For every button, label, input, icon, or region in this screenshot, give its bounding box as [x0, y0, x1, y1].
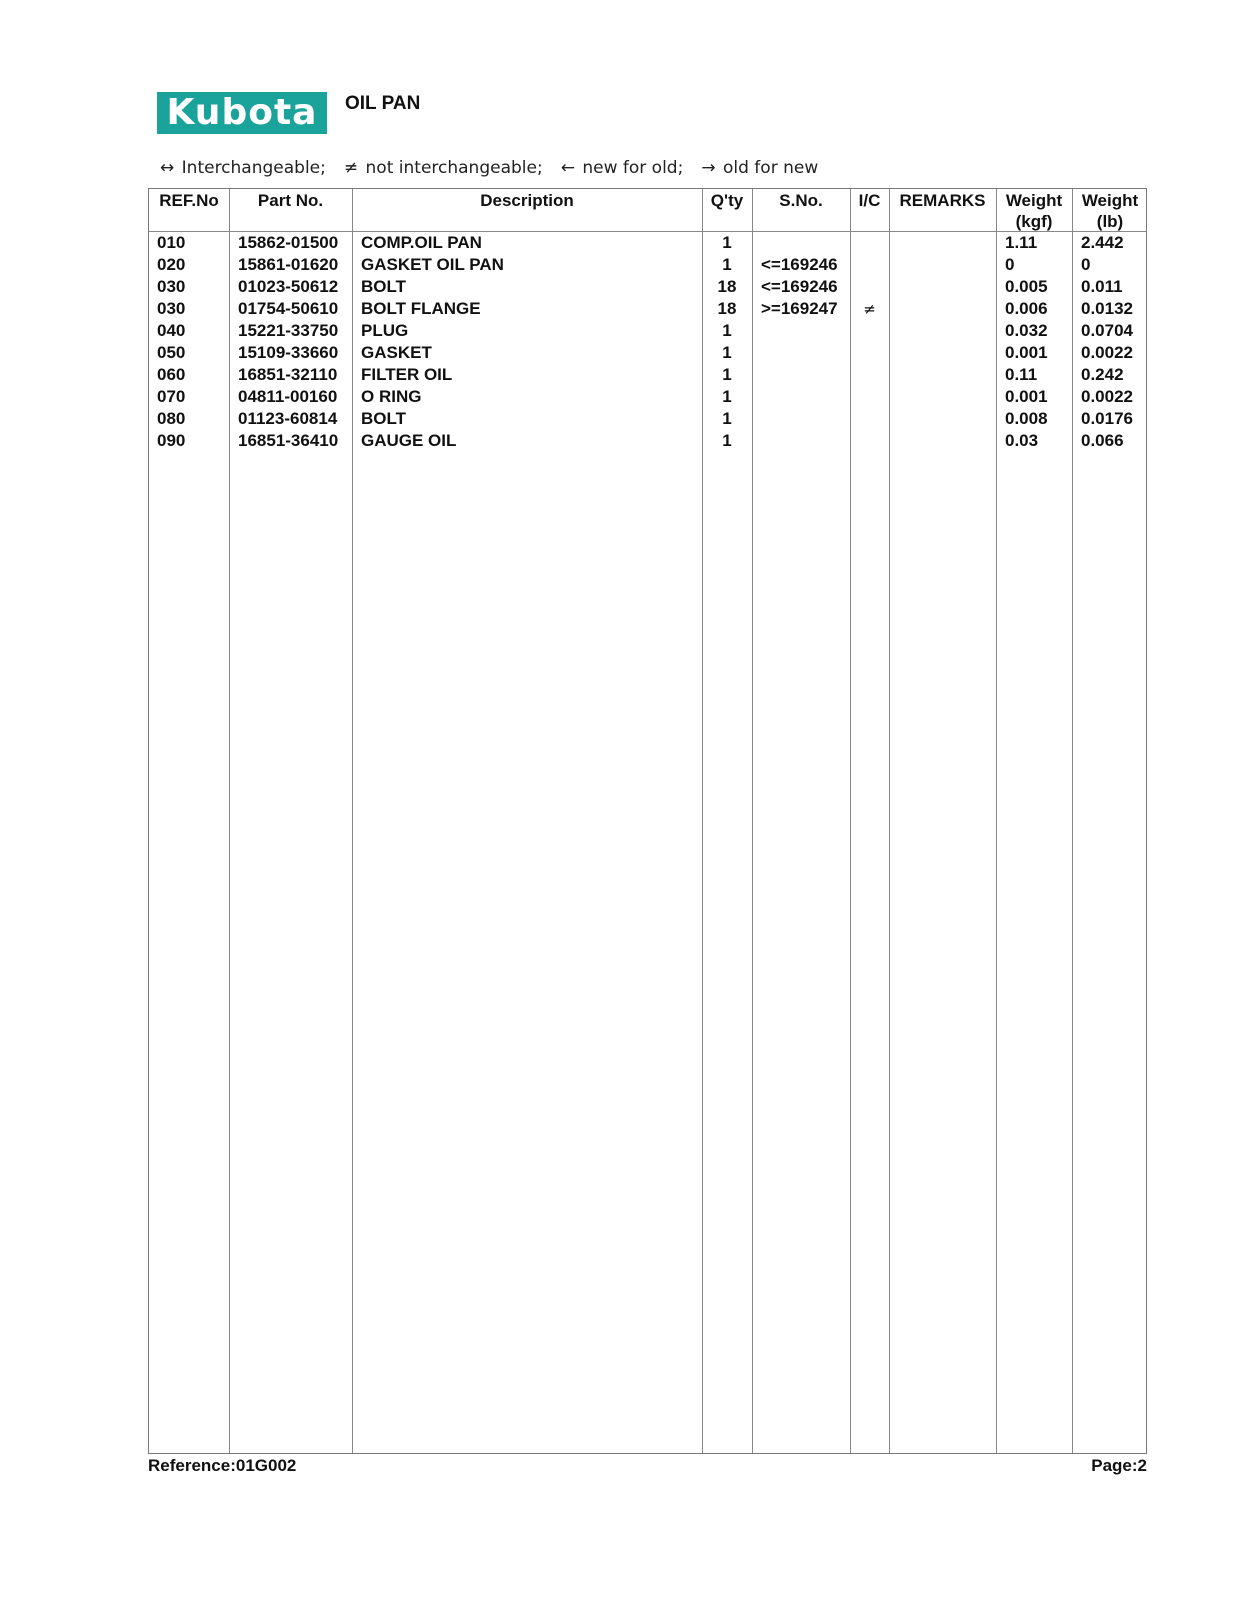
cell-weight-kgf: 0.001 — [1005, 387, 1048, 406]
cell-weight-lb: 0.0176 — [1081, 409, 1133, 428]
cell-part-no: 15862-01500 — [238, 233, 339, 252]
legend-item-new-for-old — [561, 158, 684, 178]
table-body — [149, 232, 1146, 452]
cell-weight-lb: 2.442 — [1081, 233, 1124, 252]
cell-part-no: 15109-33660 — [238, 343, 339, 362]
cell-weight-lb: 0.0704 — [1081, 321, 1133, 340]
header-weight-kgf-line2: (kgf) — [1015, 212, 1053, 231]
header-remarks: REMARKS — [899, 191, 986, 210]
table-row — [149, 276, 1146, 298]
header-weight-lb-line2: (lb) — [1096, 212, 1124, 231]
legend-label: new for old; — [582, 158, 684, 178]
legend-item-not-interchangeable — [344, 158, 543, 178]
header-ic: I/C — [858, 191, 881, 210]
cell-qty: 1 — [722, 233, 732, 252]
cell-part-no: 01123-60814 — [238, 409, 338, 428]
cell-ref: 070 — [157, 387, 186, 406]
cell-part-no: 15861-01620 — [238, 255, 339, 274]
cell-weight-lb: 0.0132 — [1081, 299, 1133, 318]
cell-ic — [850, 430, 889, 452]
cell-ref: 030 — [157, 299, 186, 318]
cell-ic — [850, 320, 889, 342]
header-serial-no: S.No. — [779, 191, 823, 210]
cell-ic — [850, 254, 889, 276]
cell-weight-kgf: 0.11 — [1005, 365, 1038, 384]
header-description: Description — [480, 191, 574, 210]
cell-part-no: 16851-32110 — [238, 365, 338, 384]
cell-part-no: 15221-33750 — [238, 321, 339, 340]
cell-weight-kgf: 1.11 — [1005, 233, 1038, 252]
cell-ref: 010 — [157, 233, 186, 252]
cell-serial-no: >=169247 — [761, 299, 838, 318]
cell-weight-kgf: 0.006 — [1005, 299, 1048, 318]
header-qty: Q'ty — [710, 191, 744, 210]
cell-part-no: 04811-00160 — [238, 387, 338, 406]
header-weight-kgf-line1: Weight — [1005, 191, 1063, 210]
header-ref: REF.No — [159, 191, 219, 210]
cell-qty: 1 — [722, 255, 732, 274]
cell-serial-no: <=169246 — [761, 277, 838, 296]
cell-part-no: 01023-50612 — [238, 277, 339, 296]
page-title: OIL PAN — [345, 93, 421, 114]
cell-weight-lb: 0.0022 — [1081, 343, 1133, 362]
cell-qty: 1 — [722, 321, 732, 340]
table-row — [149, 232, 1146, 254]
cell-ic — [850, 364, 889, 386]
double-arrow-icon: ↔ — [160, 158, 175, 178]
cell-description: GAUGE OIL — [361, 431, 457, 450]
cell-ref: 040 — [157, 321, 186, 340]
table-row — [149, 408, 1146, 430]
right-arrow-icon: → — [701, 158, 716, 178]
cell-qty: 18 — [717, 277, 737, 296]
left-arrow-icon: ← — [560, 158, 575, 178]
legend-label: old for new — [722, 158, 819, 178]
cell-weight-kgf: 0.005 — [1005, 277, 1048, 296]
cell-part-no: 16851-36410 — [238, 431, 339, 450]
table-row — [149, 364, 1146, 386]
legend-label: Interchangeable; — [181, 158, 326, 178]
legend-item-old-for-new — [701, 158, 818, 178]
cell-description: COMP.OIL PAN — [361, 233, 482, 252]
header-weight-kgf — [996, 189, 1072, 231]
table-row — [149, 430, 1146, 452]
cell-weight-kgf: 0.032 — [1005, 321, 1048, 340]
cell-description: GASKET OIL PAN — [361, 255, 504, 274]
cell-weight-lb: 0.066 — [1081, 431, 1124, 450]
cell-ref: 080 — [157, 409, 186, 428]
cell-ic — [850, 232, 889, 254]
kubota-logo: Kubota — [157, 92, 327, 134]
cell-description: GASKET — [361, 343, 432, 362]
legend-label: not interchangeable; — [365, 158, 543, 178]
cell-qty: 1 — [722, 365, 732, 384]
cell-weight-lb: 0.242 — [1081, 365, 1124, 384]
cell-qty: 1 — [722, 409, 732, 428]
cell-ref: 050 — [157, 343, 186, 362]
table-row — [149, 320, 1146, 342]
cell-description: BOLT — [361, 277, 407, 296]
table-row — [149, 254, 1146, 276]
cell-description: FILTER OIL — [361, 365, 453, 384]
header-weight-lb-line1: Weight — [1081, 191, 1139, 210]
table-row — [149, 342, 1146, 364]
not-equal-icon: ≠ — [863, 300, 876, 318]
cell-qty: 1 — [722, 431, 732, 450]
page-number: Page:2 — [1091, 1456, 1147, 1475]
cell-qty: 1 — [722, 387, 732, 406]
cell-serial-no: <=169246 — [761, 255, 838, 274]
cell-ref: 030 — [157, 277, 186, 296]
table-row — [149, 298, 1146, 320]
cell-ic — [850, 408, 889, 430]
cell-description: BOLT — [361, 409, 407, 428]
cell-qty: 1 — [722, 343, 732, 362]
parts-table — [148, 188, 1147, 1454]
cell-weight-lb: 0.0022 — [1081, 387, 1133, 406]
cell-ref: 060 — [157, 365, 186, 384]
legend — [160, 158, 818, 178]
not-equal-icon: ≠ — [343, 158, 359, 178]
cell-description: BOLT FLANGE — [361, 299, 481, 318]
cell-weight-kgf: 0.03 — [1005, 431, 1039, 450]
cell-ic — [850, 386, 889, 408]
cell-weight-lb: 0.011 — [1081, 277, 1123, 296]
header-weight-lb — [1072, 189, 1148, 231]
cell-part-no: 01754-50610 — [238, 299, 339, 318]
reference-label: Reference:01G002 — [148, 1456, 297, 1475]
legend-item-interchangeable — [160, 158, 326, 178]
cell-qty: 18 — [717, 299, 737, 318]
cell-description: O RING — [361, 387, 422, 406]
cell-weight-kgf: 0 — [1005, 255, 1015, 274]
cell-weight-lb: 0 — [1081, 255, 1091, 274]
cell-ic — [850, 342, 889, 364]
cell-ref: 090 — [157, 431, 186, 450]
cell-ic — [850, 276, 889, 298]
cell-ref: 020 — [157, 255, 186, 274]
cell-description: PLUG — [361, 321, 409, 340]
table-row — [149, 386, 1146, 408]
header-part-no: Part No. — [257, 191, 324, 210]
cell-weight-kgf: 0.001 — [1005, 343, 1048, 362]
cell-weight-kgf: 0.008 — [1005, 409, 1048, 428]
